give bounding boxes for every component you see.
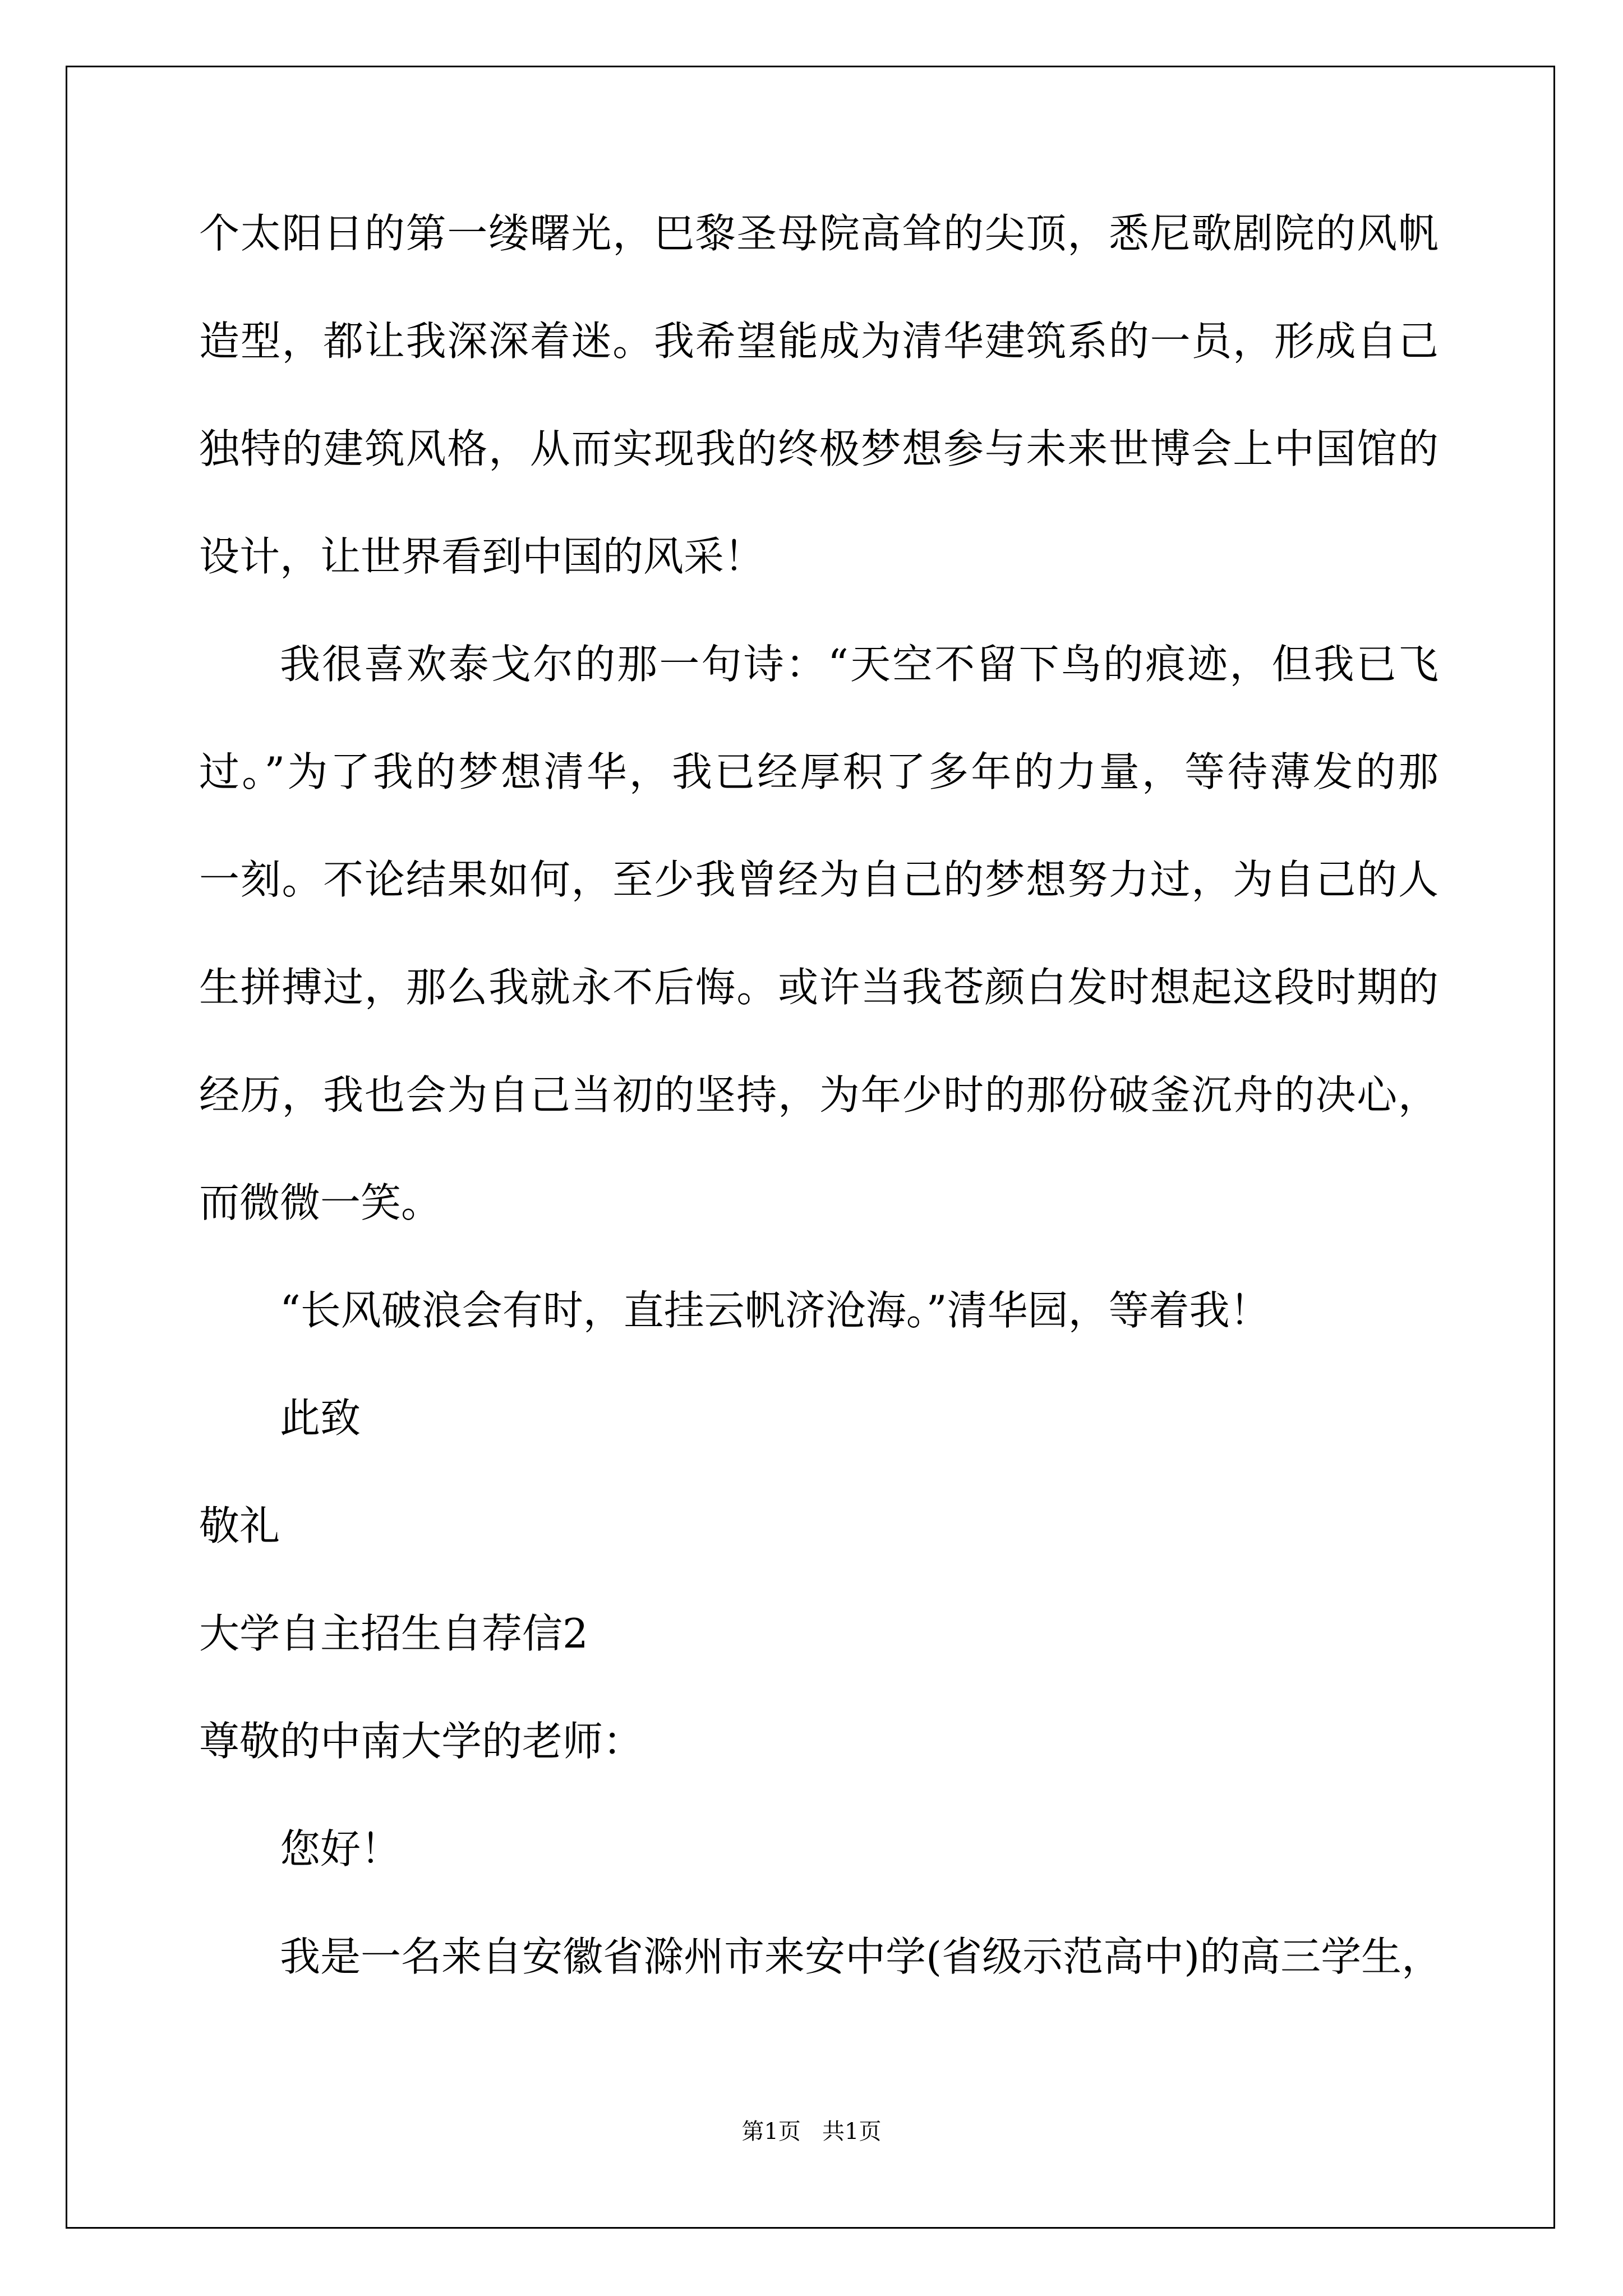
body-line: 经历，我也会为自己当初的坚持，为年少时的那份破釜沉舟的决心， bbox=[199, 1071, 1438, 1119]
greeting: 您好！ bbox=[280, 1825, 402, 1872]
closing-salutation: 此致 bbox=[280, 1395, 361, 1442]
section-title: 大学自主招生自荐信2 bbox=[199, 1610, 588, 1657]
body-line: 独特的建筑风格，从而实现我的终极梦想参与未来世博会上中国馆的 bbox=[199, 425, 1438, 472]
body-line: 我很喜欢泰戈尔的那一句诗：“天空不留下鸟的痕迹，但我已飞 bbox=[280, 641, 1438, 688]
body-line: 过。”为了我的梦想清华，我已经厚积了多年的力量，等待薄发的那 bbox=[199, 748, 1438, 795]
letter-body bbox=[199, 210, 1442, 2044]
body-line: 造型，都让我深深着迷。我希望能成为清华建筑系的一员，形成自己 bbox=[199, 318, 1438, 365]
page-footer: 第1页 共1页 bbox=[741, 2119, 882, 2145]
body-line: 一刻。不论结果如何，至少我曾经为自己的梦想努力过，为自己的人 bbox=[199, 856, 1438, 903]
body-line: 而微微一笑。 bbox=[199, 1179, 442, 1226]
body-line: 生拼搏过，那么我就永不后悔。或许当我苍颜白发时想起这段时期的 bbox=[199, 964, 1438, 1011]
closing-regards: 敬礼 bbox=[199, 1502, 280, 1549]
body-line: 个太阳日的第一缕曙光，巴黎圣母院高耸的尖顶，悉尼歌剧院的风帆 bbox=[199, 210, 1438, 257]
body-line: “长风破浪会有时，直挂云帆济沧海。”清华园，等着我！ bbox=[280, 1287, 1270, 1334]
greeting-recipient: 尊敬的中南大学的老师： bbox=[199, 1718, 644, 1765]
body-line: 我是一名来自安徽省滁州市来安中学(省级示范高中)的高三学生， bbox=[280, 1933, 1442, 1980]
body-line: 设计，让世界看到中国的风采！ bbox=[199, 533, 765, 580]
